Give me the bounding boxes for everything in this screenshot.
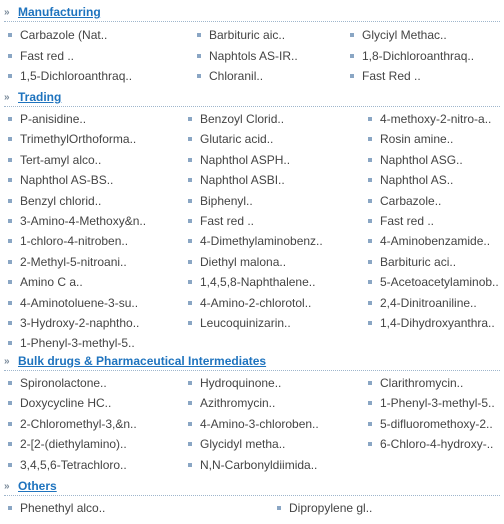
bullet-icon xyxy=(368,381,372,385)
product-link-label[interactable]: Naphthol AS.. xyxy=(380,173,454,188)
bullet-icon xyxy=(8,260,12,264)
double-chevron-icon: » xyxy=(4,480,9,492)
bullet-icon xyxy=(368,239,372,243)
product-link-label[interactable]: Fast red .. xyxy=(380,214,435,228)
double-chevron-icon: » xyxy=(4,355,9,367)
section-title-bulk-drugs[interactable]: Bulk drugs & Pharmaceutical Intermediates xyxy=(18,354,267,368)
product-link-item[interactable] xyxy=(366,435,493,453)
product-link-label[interactable]: Naphtols AS-IR.. xyxy=(209,48,298,63)
product-link-label[interactable]: 2-Chloromethyl-3,&n.. xyxy=(20,416,137,431)
bullet-icon xyxy=(188,401,192,405)
product-link-item[interactable] xyxy=(6,192,101,210)
bullet-icon xyxy=(188,301,192,305)
product-link-label[interactable]: 6-Chloro-4-hydroxy-.. xyxy=(380,437,494,452)
product-link-label[interactable]: 3,4,5,6-Tetrachloro.. xyxy=(20,457,127,472)
bullet-icon xyxy=(188,463,192,467)
product-link-label[interactable]: Azithromycin.. xyxy=(200,396,276,411)
product-link-item[interactable] xyxy=(186,232,323,250)
section-title-manufacturing[interactable]: Manufacturing xyxy=(18,5,101,19)
bullet-icon xyxy=(350,54,354,58)
product-link-item[interactable] xyxy=(366,110,491,128)
product-link-item[interactable] xyxy=(186,374,281,392)
product-link-item[interactable] xyxy=(366,394,495,412)
bullet-icon xyxy=(368,321,372,325)
product-link-label[interactable]: Fast red .. xyxy=(200,214,255,228)
section-divider xyxy=(4,370,500,371)
bullet-icon xyxy=(8,33,12,37)
product-link-item[interactable] xyxy=(186,435,285,453)
section-divider xyxy=(4,106,500,107)
product-link-label[interactable]: 1-chloro-4-nitroben.. xyxy=(20,234,129,249)
bullet-icon xyxy=(8,301,12,305)
bullet-icon xyxy=(188,442,192,446)
section-header-others xyxy=(4,477,57,495)
section-header-manufacturing xyxy=(4,3,101,21)
bullet-icon xyxy=(188,381,192,385)
product-link-label[interactable]: TrimethylOrthoforma.. xyxy=(20,132,137,147)
section-divider xyxy=(4,21,500,22)
bullet-icon xyxy=(8,199,12,203)
product-link-item[interactable] xyxy=(366,294,477,312)
bullet-icon xyxy=(188,219,192,223)
bullet-icon xyxy=(197,74,201,78)
product-link-item[interactable] xyxy=(366,314,495,332)
product-link-label[interactable]: 2-[2-(diethylamino).. xyxy=(20,437,127,452)
bullet-icon xyxy=(368,117,372,121)
product-link-label[interactable]: Rosin amine.. xyxy=(380,132,454,147)
product-link-label[interactable]: Glycidyl metha.. xyxy=(200,437,286,452)
bullet-icon xyxy=(8,219,12,223)
bullet-icon xyxy=(368,301,372,305)
product-link-label[interactable]: Glutaric acid.. xyxy=(200,132,274,147)
product-link-item[interactable] xyxy=(348,67,421,85)
bullet-icon xyxy=(8,117,12,121)
bullet-icon xyxy=(8,506,12,510)
bullet-icon xyxy=(8,280,12,284)
product-link-item[interactable] xyxy=(6,415,137,433)
bullet-icon xyxy=(368,199,372,203)
bullet-icon xyxy=(8,137,12,141)
product-link-item[interactable] xyxy=(6,47,74,65)
product-link-label[interactable]: Benzoyl Clorid.. xyxy=(200,112,285,126)
product-link-item[interactable] xyxy=(6,456,127,474)
product-link-item[interactable] xyxy=(186,253,286,271)
product-link-item[interactable] xyxy=(6,212,146,230)
product-link-item[interactable] xyxy=(6,67,132,85)
product-link-item[interactable] xyxy=(366,374,463,392)
bullet-icon xyxy=(368,137,372,141)
bullet-icon xyxy=(368,178,372,182)
bullet-icon xyxy=(188,321,192,325)
section-title-trading[interactable]: Trading xyxy=(18,90,62,104)
product-link-label[interactable]: Glyciyl Methac.. xyxy=(362,28,447,42)
bullet-icon xyxy=(368,158,372,162)
product-link-label[interactable]: 3-Amino-4-Methoxy&n.. xyxy=(20,214,147,228)
bullet-icon xyxy=(8,341,12,345)
bullet-icon xyxy=(368,422,372,426)
product-link-label[interactable]: 5-Acetoacetylaminob.. xyxy=(380,275,499,290)
double-chevron-icon: » xyxy=(4,6,9,18)
product-link-label[interactable]: 1,4,5,8-Naphthalene.. xyxy=(200,275,316,290)
bullet-icon xyxy=(368,260,372,264)
product-link-item[interactable] xyxy=(186,314,291,332)
product-link-label[interactable]: Phenethyl alco.. xyxy=(20,501,106,515)
bullet-icon xyxy=(188,178,192,182)
product-link-item[interactable] xyxy=(366,171,453,189)
product-link-item[interactable] xyxy=(366,151,463,169)
bullet-icon xyxy=(368,280,372,284)
product-link-label[interactable]: Hydroquinone.. xyxy=(200,376,282,390)
product-link-item[interactable] xyxy=(366,232,490,250)
product-link-item[interactable] xyxy=(6,435,127,453)
product-link-label[interactable]: Tert-amyl alco.. xyxy=(20,152,102,167)
bullet-icon xyxy=(197,54,201,58)
product-link-label[interactable]: 4-Dimethylaminobenz.. xyxy=(200,234,323,249)
bullet-icon xyxy=(188,422,192,426)
bullet-icon xyxy=(197,33,201,37)
bullet-icon xyxy=(8,422,12,426)
product-link-label[interactable]: Biphenyl.. xyxy=(200,193,253,208)
product-link-item[interactable] xyxy=(6,273,83,291)
product-link-label[interactable]: Naphthol ASPH.. xyxy=(200,152,291,167)
product-link-item[interactable] xyxy=(366,415,493,433)
product-link-item[interactable] xyxy=(195,26,285,44)
bullet-icon xyxy=(188,158,192,162)
product-link-label[interactable]: N,N-Carbonyldiimida.. xyxy=(200,457,318,472)
product-link-label[interactable]: 4-Aminobenzamide.. xyxy=(380,234,491,249)
product-link-item[interactable] xyxy=(186,294,311,312)
product-link-label[interactable]: 1,5-Dichloroanthraq.. xyxy=(20,69,133,83)
product-link-label[interactable]: Naphthol AS-BS.. xyxy=(20,173,114,188)
product-link-label[interactable]: P-anisidine.. xyxy=(20,112,87,126)
product-link-item[interactable] xyxy=(348,26,447,44)
product-link-item[interactable] xyxy=(366,192,441,210)
bullet-icon xyxy=(8,158,12,162)
product-link-label[interactable]: Naphthol ASBI.. xyxy=(200,173,285,188)
product-link-item[interactable] xyxy=(6,26,107,44)
bullet-icon xyxy=(188,280,192,284)
product-link-label[interactable]: 4-methoxy-2-nitro-a.. xyxy=(380,112,492,126)
bullet-icon xyxy=(8,321,12,325)
product-link-label[interactable]: Leucoquinizarin.. xyxy=(200,316,291,330)
bullet-icon xyxy=(188,137,192,141)
section-header-trading xyxy=(4,88,61,106)
product-link-item[interactable] xyxy=(186,456,317,474)
bullet-icon xyxy=(8,239,12,243)
product-link-item[interactable] xyxy=(6,232,128,250)
product-link-item[interactable] xyxy=(6,314,139,332)
product-link-item[interactable] xyxy=(186,151,290,169)
product-link-item[interactable] xyxy=(366,212,434,230)
product-link-label[interactable]: Barbituric aci.. xyxy=(380,254,457,269)
section-divider xyxy=(4,495,500,496)
double-chevron-icon: » xyxy=(4,91,9,103)
product-link-label[interactable]: 1-Phenyl-3-methyl-5.. xyxy=(380,396,495,411)
bullet-icon xyxy=(8,401,12,405)
product-link-item[interactable] xyxy=(366,273,499,291)
product-link-item[interactable] xyxy=(6,151,101,169)
product-link-label[interactable]: 4-Amino-2-chlorotol.. xyxy=(200,295,312,310)
product-link-item[interactable] xyxy=(6,334,135,352)
bullet-icon xyxy=(368,401,372,405)
product-link-label[interactable]: 2-Methyl-5-nitroani.. xyxy=(20,254,127,269)
product-link-item[interactable] xyxy=(6,253,127,271)
product-link-item[interactable] xyxy=(6,171,113,189)
product-link-label[interactable]: 2,4-Dinitroaniline.. xyxy=(380,295,477,310)
bullet-icon xyxy=(188,239,192,243)
section-title-others[interactable]: Others xyxy=(18,479,57,493)
bullet-icon xyxy=(350,74,354,78)
bullet-icon xyxy=(8,178,12,182)
product-link-item[interactable] xyxy=(195,67,263,85)
product-link-item[interactable] xyxy=(275,499,372,517)
bullet-icon xyxy=(8,54,12,58)
product-link-item[interactable] xyxy=(348,47,474,65)
product-link-label[interactable]: Doxycycline HC.. xyxy=(20,396,112,411)
bullet-icon xyxy=(8,463,12,467)
product-link-item[interactable] xyxy=(186,212,254,230)
product-link-label[interactable]: Fast red .. xyxy=(20,48,75,63)
product-link-label[interactable]: 4-Amino-3-chloroben.. xyxy=(200,416,319,431)
product-link-label[interactable]: Chloranil.. xyxy=(209,69,264,83)
section-header-bulk-drugs xyxy=(4,352,266,370)
product-link-item[interactable] xyxy=(6,374,107,392)
product-link-item[interactable] xyxy=(186,192,253,210)
product-link-label[interactable]: Dipropylene gl.. xyxy=(289,501,373,515)
bullet-icon xyxy=(188,199,192,203)
product-link-label[interactable]: 1-Phenyl-3-methyl-5.. xyxy=(20,336,135,351)
product-link-item[interactable] xyxy=(6,499,105,517)
product-link-label[interactable]: Amino C a.. xyxy=(20,275,83,290)
product-link-item[interactable] xyxy=(366,130,453,148)
product-link-label[interactable]: Fast Red .. xyxy=(362,69,421,83)
product-link-label[interactable]: Carbazole.. xyxy=(380,193,442,208)
product-link-label[interactable]: 1,8-Dichloroanthraq.. xyxy=(362,48,475,63)
product-link-label[interactable]: Benzyl chlorid.. xyxy=(20,193,102,208)
product-link-label[interactable]: 3-Hydroxy-2-naphtho.. xyxy=(20,316,140,330)
product-link-item[interactable] xyxy=(186,394,275,412)
product-link-item[interactable] xyxy=(186,415,319,433)
product-link-item[interactable] xyxy=(6,294,138,312)
product-link-label[interactable]: Naphthol ASG.. xyxy=(380,152,463,167)
bullet-icon xyxy=(368,442,372,446)
product-link-item[interactable] xyxy=(366,253,456,271)
bullet-icon xyxy=(8,381,12,385)
product-link-label[interactable]: 5-difluoromethoxy-2.. xyxy=(380,416,493,431)
product-link-item[interactable] xyxy=(6,394,111,412)
product-link-label[interactable]: Barbituric aic.. xyxy=(209,28,286,42)
product-link-label[interactable]: Clarithromycin.. xyxy=(380,376,464,390)
bullet-icon xyxy=(8,74,12,78)
bullet-icon xyxy=(188,260,192,264)
product-link-label[interactable]: 1,4-Dihydroxyanthra.. xyxy=(380,316,495,330)
product-link-label[interactable]: Diethyl malona.. xyxy=(200,254,287,269)
bullet-icon xyxy=(368,219,372,223)
product-link-item[interactable] xyxy=(186,273,315,291)
bullet-icon xyxy=(8,442,12,446)
product-link-label[interactable]: Carbazole (Nat.. xyxy=(20,28,108,42)
bullet-icon xyxy=(188,117,192,121)
product-link-item[interactable] xyxy=(195,47,298,65)
product-link-label[interactable]: 4-Aminotoluene-3-su.. xyxy=(20,295,139,310)
product-link-item[interactable] xyxy=(186,171,285,189)
product-link-item[interactable] xyxy=(186,110,284,128)
product-link-item[interactable] xyxy=(6,130,136,148)
bullet-icon xyxy=(350,33,354,37)
product-link-item[interactable] xyxy=(6,110,86,128)
product-link-label[interactable]: Spironolactone.. xyxy=(20,376,107,390)
bullet-icon xyxy=(277,506,281,510)
product-link-item[interactable] xyxy=(186,130,273,148)
